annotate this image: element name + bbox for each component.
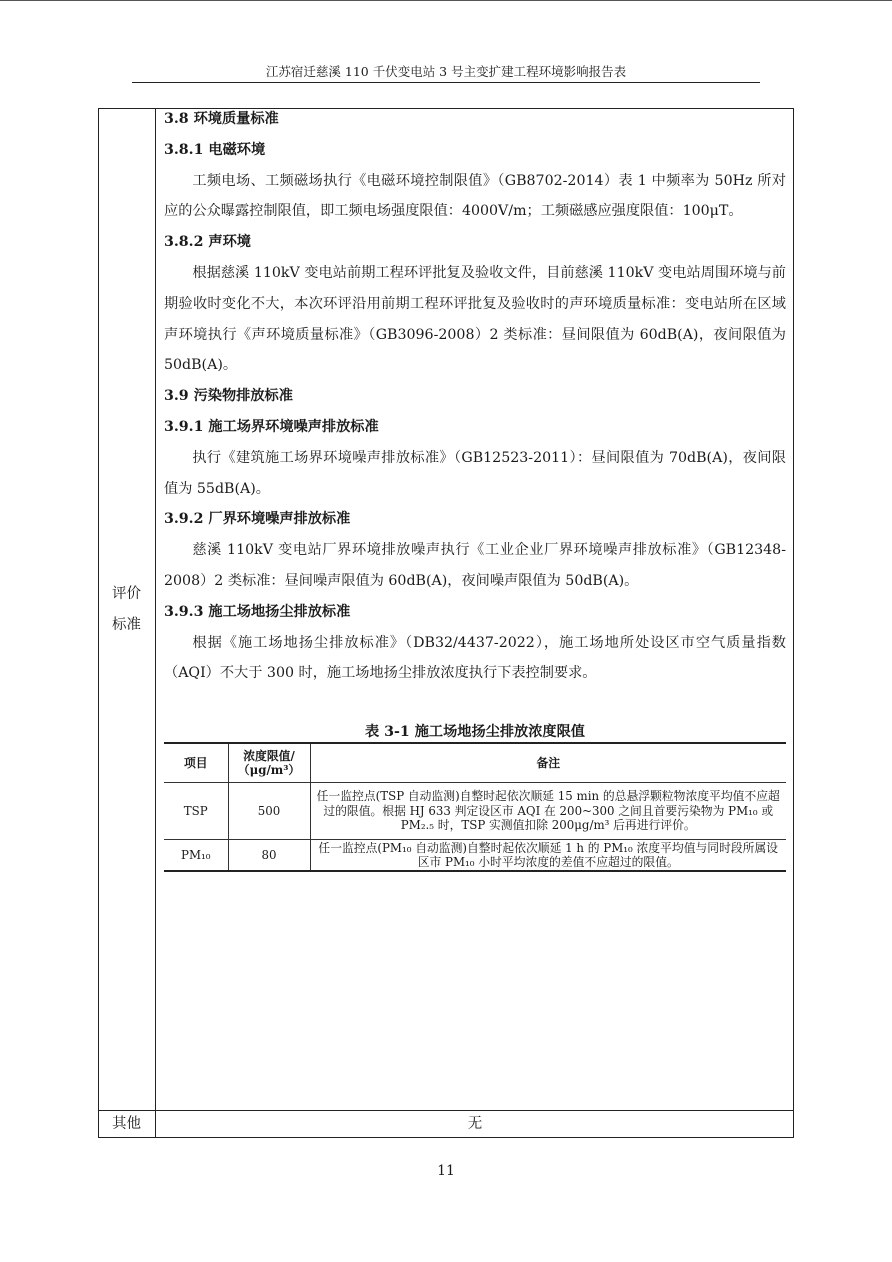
header-note: 备注 <box>310 743 786 783</box>
cell-note: 任一监控点(TSP 自动监测)自整时起依次顺延 15 min 的总悬浮颗粒物浓度平均值不应超过的限值。根据 HJ 633 判定设区市 AQI 在 200~300 之间且首要污染物为 PM₁₀ 或 PM₂.₅ 时，TSP 实测值扣除 200μg/m³ 后再进行评价。 <box>310 783 786 840</box>
cell-limit: 500 <box>228 783 310 840</box>
paragraph: 执行《建筑施工场界环境噪声排放标准》（GB12523-2011）：昼间限值为 70dB(A)，夜间限值为 55dB(A)。 <box>164 449 786 497</box>
header-rule <box>132 82 760 83</box>
side-label-line1: 评价 <box>112 586 141 602</box>
section-heading: 3.9 污染物排放标准 <box>164 388 293 405</box>
subsection-heading: 3.9.2 厂界环境噪声排放标准 <box>164 511 351 528</box>
cell-limit: 80 <box>228 840 310 872</box>
cell-item: PM₁₀ <box>181 847 211 862</box>
subsection-heading: 3.9.3 施工场地扬尘排放标准 <box>164 603 351 620</box>
cell-item: TSP <box>183 803 208 818</box>
page-top-border <box>0 0 892 1</box>
paragraph: 工频电场、工频磁场执行《电磁环境控制限值》（GB8702-2014）表 1 中频率为 50Hz 所对应的公众曝露控制限值，即工频电场强度限值：4000V/m；工频磁感应强度限值：100μT。 <box>164 172 786 220</box>
other-value: 无 <box>467 1116 483 1132</box>
paragraph: 慈溪 110kV 变电站厂界环境排放噪声执行《工业企业厂界环境噪声排放标准》（GB12348-2008）2 类标准：昼间噪声限值为 60dB(A)，夜间噪声限值为 50dB(A)。 <box>164 542 786 589</box>
side-label-line2: 标准 <box>112 617 141 633</box>
cell-note: 任一监控点(PM₁₀ 自动监测)自整时起依次顺延 1 h 的 PM₁₀ 浓度平均值与同时段所属设区市 PM₁₀ 小时平均浓度的差值不应超过的限值。 <box>310 840 786 872</box>
page-number: 11 <box>437 1163 455 1179</box>
header-limit-line1: 浓度限值/ <box>243 748 295 763</box>
table-row <box>164 783 786 840</box>
section-heading: 3.8 环境质量标准 <box>164 111 279 127</box>
header-limit <box>228 743 310 783</box>
subsection-heading: 3.8.1 电磁环境 <box>164 141 266 158</box>
page-header-title: 江苏宿迁慈溪 110 千伏变电站 3 号主变扩建工程环境影响报告表 <box>265 64 627 79</box>
table-header-row <box>164 743 786 783</box>
header-item: 项目 <box>183 755 208 770</box>
standards-content <box>164 104 786 689</box>
table-row <box>164 840 786 872</box>
header-limit-line2: （μg/m³） <box>237 763 301 777</box>
column-divider <box>155 108 156 1138</box>
subsection-heading: 3.9.1 施工场界环境噪声排放标准 <box>164 418 379 435</box>
paragraph: 根据《施工场地扬尘排放标准》（DB32/4437-2022），施工场地所处设区市空气质量指数（AQI）不大于 300 时，施工场地扬尘排放浓度执行下表控制要求。 <box>164 634 786 682</box>
paragraph: 根据慈溪 110kV 变电站前期工程环评批复及验收文件，目前慈溪 110kV 变电站周围环境与前期验收时变化不大，本次环评沿用前期工程环评批复及验收时的声环境质量标准：变电站所在区域声环境执行《声环境质量标准》（GB3096-2008）2 类标准：昼间限值为 60dB(A)，夜间限值为 50dB(A)。 <box>164 264 786 374</box>
dust-limit-table <box>164 742 786 872</box>
side-label-other: 其他 <box>112 1116 141 1132</box>
subsection-heading: 3.8.2 声环境 <box>164 234 251 251</box>
side-label-evaluation-standard <box>98 579 155 641</box>
table-title: 表 3-1 施工场地扬尘排放浓度限值 <box>365 724 585 740</box>
